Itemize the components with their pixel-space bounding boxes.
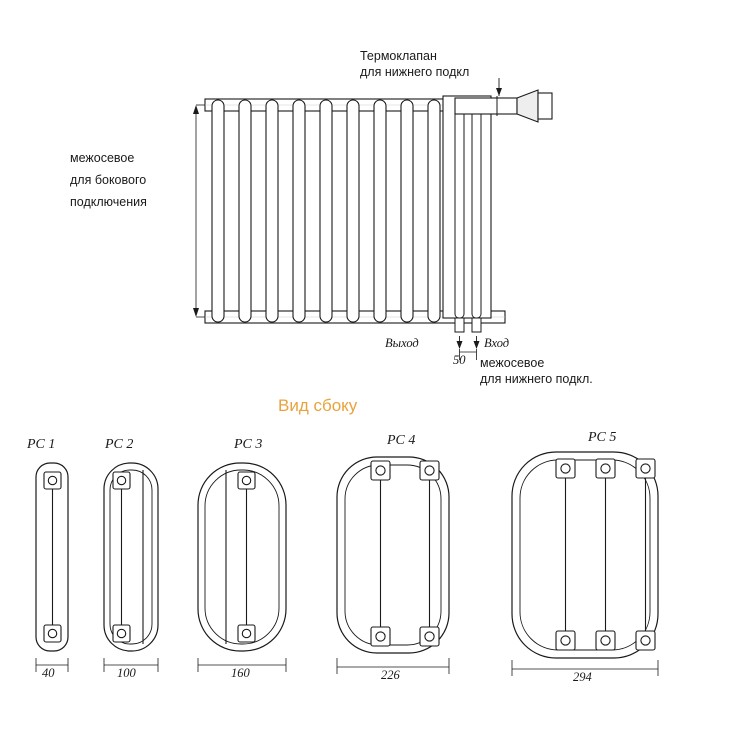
side-view-rc2	[104, 463, 158, 672]
valve-label-line1: Термоклапан	[360, 49, 437, 63]
valve-label-line2: для нижнего подкл	[360, 65, 470, 79]
bottom-label-line2: для нижнего подкл.	[480, 372, 593, 386]
side-view-rc5	[512, 452, 658, 676]
left-dim-label-line1: межосевое	[70, 151, 135, 165]
left-dim-label-line3: подключения	[70, 195, 147, 209]
side-view-dim-rc5: 294	[573, 670, 592, 684]
side-view-title-rc2: РС 2	[105, 437, 134, 452]
side-view-title-rc5: РС 5	[588, 430, 617, 445]
side-view-dim-rc3: 160	[231, 666, 250, 680]
inlet-label: Вход	[484, 336, 510, 350]
outlet-label: Выход	[385, 336, 419, 350]
left-dimension	[193, 105, 205, 317]
left-dim-label-line2: для бокового	[70, 173, 147, 187]
bottom-label-line1: межосевое	[480, 356, 545, 370]
side-view-title-rc4: РС 4	[387, 433, 416, 448]
side-view-dim-rc2: 100	[117, 666, 136, 680]
bottom-center-dimension: 50	[453, 353, 466, 367]
side-view-title-rc1: РС 1	[27, 437, 56, 452]
side-view-rc1	[36, 463, 68, 672]
valve-leader-line	[496, 78, 502, 96]
side-view-dim-rc4: 226	[381, 668, 400, 682]
radiator-tubes	[212, 100, 440, 322]
thermo-valve-assembly	[443, 90, 552, 318]
side-view-rc3	[198, 463, 286, 672]
side-view-rc4	[337, 457, 449, 674]
side-view-title-rc3: РС 3	[234, 437, 263, 452]
side-view-dim-rc1: 40	[42, 666, 55, 680]
section-title: Вид сбоку	[278, 396, 358, 415]
